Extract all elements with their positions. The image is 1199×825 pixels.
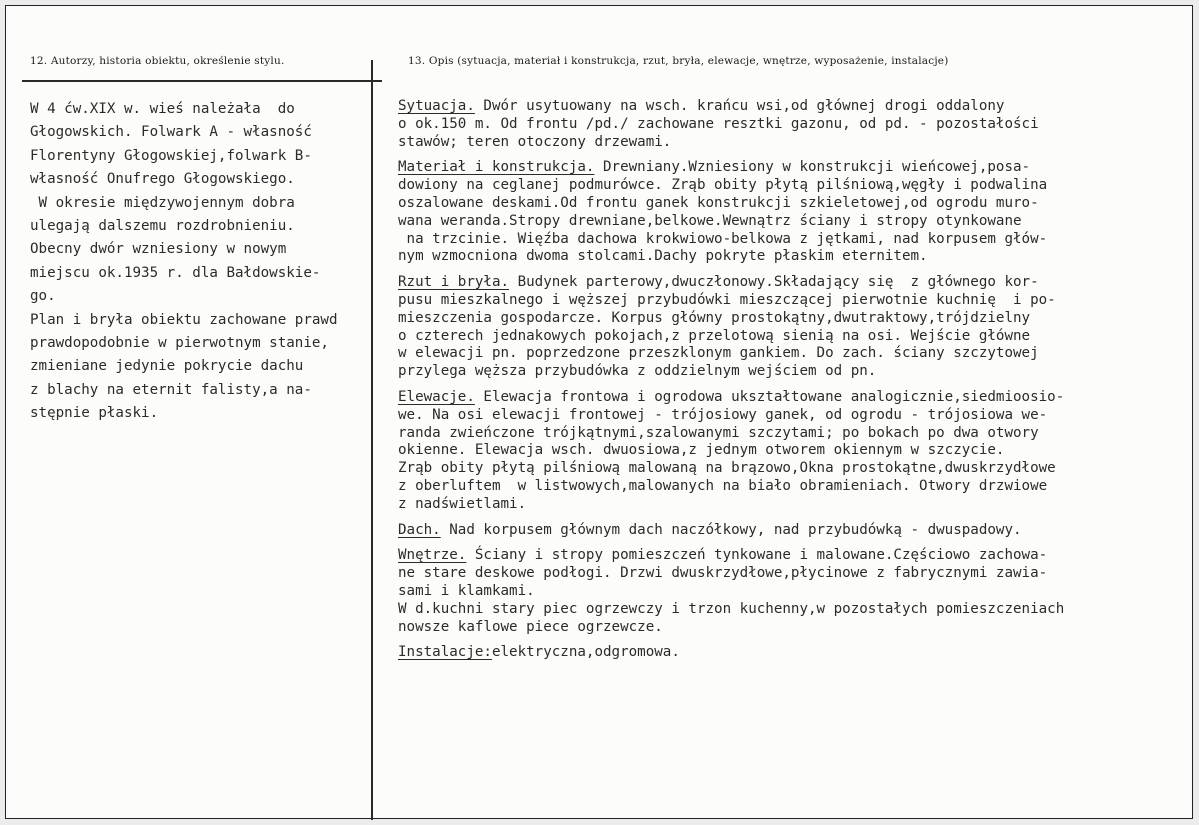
description-line	[398, 134, 1193, 152]
description-section	[398, 98, 1193, 151]
section-heading: Materiał i konstrukcja.	[398, 159, 595, 176]
section-text: z nadświetlami.	[398, 495, 527, 512]
description-line	[398, 522, 1193, 540]
description-section	[398, 644, 1193, 662]
description-line	[398, 442, 1193, 460]
section-text: pusu mieszkalnego i węższej przybudówki mieszczącej pierwotnie kuchnię i po-	[398, 291, 1056, 308]
description-line	[398, 425, 1193, 443]
description-section	[398, 389, 1193, 514]
section-heading: Rzut i bryła.	[398, 274, 510, 291]
section-gap	[398, 514, 1193, 522]
description-text	[398, 98, 1193, 662]
section-text: sami i klamkami.	[398, 582, 535, 599]
description-line	[398, 389, 1193, 407]
history-line: stępnie płaski.	[30, 405, 159, 422]
description-line	[398, 583, 1193, 601]
description-line	[398, 565, 1193, 583]
section-text: Zrąb obity płytą pilśniową malowaną na brązowo,Okna prostokątne,dwuskrzydłowe	[398, 460, 1056, 477]
history-line: prawdopodobnie w pierwotnym stanie,	[30, 334, 329, 351]
description-line	[398, 601, 1193, 619]
section-text: w elewacji pn. poprzedzone przeszklonym gankiem. Do zach. ściany szczytowej	[398, 345, 1039, 362]
description-line	[398, 547, 1193, 565]
description-line	[398, 274, 1193, 292]
section-heading: Wnętrze.	[398, 547, 467, 564]
description-line	[398, 478, 1193, 496]
description-line	[398, 231, 1193, 249]
history-line: W okresie międzywojennym dobra	[30, 194, 295, 211]
section-text: Elewacja frontowa i ogrodowa ukształtowane analogicznie,siedmioosio-	[474, 388, 1065, 405]
history-line: miejscu ok.1935 r. dla Bałdowskie-	[30, 264, 321, 281]
section-text: randa zwieńczone trójkątnymi,szalowanymi szczytami; po bokach po dwa otwory	[398, 424, 1039, 441]
section-heading: Elewacje.	[398, 388, 475, 405]
history-line: zmieniane jedynie pokrycie dachu	[30, 358, 304, 375]
section-text: we. Na osi elewacji frontowej - trójosiowy ganek, od ogrodu - trójosiowa we-	[398, 406, 1048, 423]
description-line	[398, 496, 1193, 514]
left-column-header: 12. Autorzy, historia obiektu, określenie stylu.	[30, 55, 285, 67]
description-section	[398, 159, 1193, 266]
description-line	[398, 407, 1193, 425]
section-text: W d.kuchni stary piec ogrzewczy i trzon kuchenny,w pozostałych pomieszczeniach	[398, 600, 1065, 617]
history-line: go.	[30, 288, 56, 305]
section-text: stawów; teren otoczony drzewami.	[398, 133, 672, 150]
section-text: mieszczenia gospodarcze. Korpus główny prostokątny,dwutraktowy,trójdzielny	[398, 309, 1031, 326]
section-text: o ok.150 m. Od frontu /pd./ zachowane resztki gazonu, od pd. - pozostałości	[398, 115, 1039, 132]
section-heading: Instalacje:	[398, 644, 492, 661]
description-section	[398, 274, 1193, 381]
section-text: elektryczna,odgromowa.	[491, 644, 680, 661]
history-line: Obecny dwór wzniesiony w nowym	[30, 241, 287, 258]
section-text: Nad korpusem głównym dach naczółkowy, nad przybudówką - dwuspadowy.	[440, 521, 1022, 538]
section-text: nowsze kaflowe piece ogrzewcze.	[398, 618, 663, 635]
section-text: przylega węższa przybudówka z oddzielnym wejściem od pn.	[398, 363, 877, 380]
section-text: Dwór usytuowany na wsch. krańcu wsi,od głównej drogi oddalony	[474, 98, 1005, 114]
description-line	[398, 159, 1193, 177]
column-divider	[371, 60, 373, 820]
section-text: dowiony na ceglanej podmurówce. Zrąb obity płytą pilśniową,węgły i podwalina	[398, 177, 1048, 194]
description-line	[398, 177, 1193, 195]
description-line	[398, 116, 1193, 134]
right-column-header: 13. Opis (sytuacja, materiał i konstrukcja, rzut, bryła, elewacje, wnętrze, wyposażenie, instalacje)	[408, 55, 949, 67]
history-line: Głogowskich. Folwark A - własność	[30, 124, 312, 141]
description-line	[398, 310, 1193, 328]
section-text: na trzcinie. Więźba dachowa krokwiowo-belkowa z jętkami, nad korpusem głów-	[398, 230, 1048, 247]
section-gap	[398, 151, 1193, 159]
description-line	[398, 644, 1193, 662]
description-line	[398, 345, 1193, 363]
history-line: ulegają dalszemu rozdrobnieniu.	[30, 217, 295, 234]
header-divider	[22, 80, 382, 82]
history-line: z blachy na eternit falisty,a na-	[30, 381, 312, 398]
section-text: z oberluftem w listwowych,malowanych na biało obramieniach. Otwory drzwiowe	[398, 477, 1048, 494]
section-text: oszalowane deskami.Od frontu ganek konstrukcji szkieletowej,od ogrodu muro-	[398, 194, 1039, 211]
description-line	[398, 619, 1193, 637]
section-text: nym wzmocniona dwoma stolcami.Dachy pokryte płaskim eternitem.	[398, 248, 928, 265]
section-gap	[398, 636, 1193, 644]
description-line	[398, 328, 1193, 346]
section-text: Budynek parterowy,dwuczłonowy.Składający się z głównego kor-	[509, 274, 1039, 291]
history-text	[30, 98, 368, 425]
description-line	[398, 98, 1193, 116]
history-line: własność Onufrego Głogowskiego.	[30, 171, 295, 188]
description-line	[398, 195, 1193, 213]
section-heading: Sytuacja.	[398, 98, 475, 114]
section-text: Ściany i stropy pomieszczeń tynkowane i malowane.Częściowo zachowa-	[466, 547, 1048, 564]
description-section	[398, 547, 1193, 636]
section-text: o czterech jednakowych pokojach,z przelotową sienią na osi. Wejście główne	[398, 327, 1031, 344]
description-line	[398, 292, 1193, 310]
section-heading: Dach.	[398, 521, 441, 538]
history-line: Plan i bryła obiektu zachowane prawd	[30, 311, 338, 328]
description-section	[398, 522, 1193, 540]
description-line	[398, 460, 1193, 478]
description-line	[398, 363, 1193, 381]
section-text: okienne. Elewacja wsch. dwuosiowa,z jednym otworem okiennym w szczycie.	[398, 442, 1005, 459]
section-gap	[398, 266, 1193, 274]
history-line: W 4 ćw.XIX w. wieś należała do	[30, 101, 295, 117]
section-text: ne stare deskowe podłogi. Drzwi dwuskrzydłowe,płycinowe z fabrycznymi zawia-	[398, 565, 1048, 582]
history-line: Florentyny Głogowskiej,folwark B-	[30, 147, 312, 164]
description-line	[398, 213, 1193, 231]
section-text: Drewniany.Wzniesiony w konstrukcji wieńcowej,posa-	[594, 159, 1031, 176]
section-gap	[398, 381, 1193, 389]
section-text: wana weranda.Stropy drewniane,belkowe.Wewnątrz ściany i stropy otynkowane	[398, 212, 1022, 229]
description-line	[398, 248, 1193, 266]
